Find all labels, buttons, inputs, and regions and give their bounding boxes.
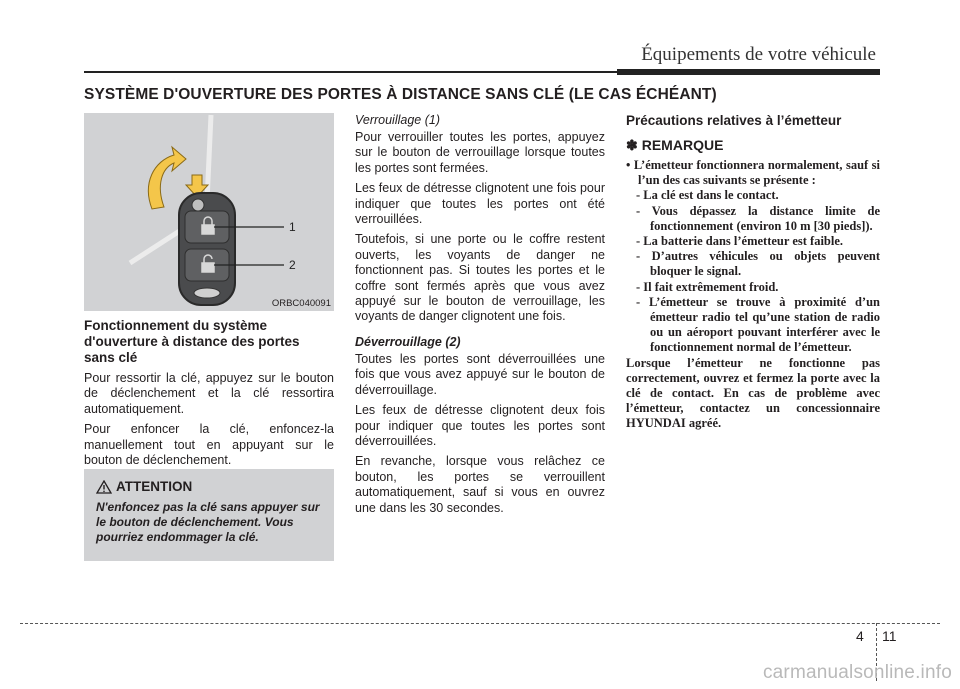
warning-triangle-icon [96, 480, 112, 494]
callout-2: 2 [289, 258, 296, 272]
list-item: - D’autres véhicules ou objets peuvent bloquer le signal. [636, 249, 880, 279]
lock-heading: Verrouillage (1) [355, 113, 440, 127]
column-right [626, 113, 880, 432]
remark-body [626, 158, 880, 432]
callout-1: 1 [289, 220, 296, 234]
remark-bullet-text: L’émetteur fonctionnera normalement, sauf si l’un des cas suivants se présente : [633, 158, 880, 188]
figure-code: ORBC040091 [271, 298, 331, 309]
paragraph: Toutefois, si une porte ou le coffre restent ouverts, les voyants de danger ne fonctionnent pas. Si toutes les portes et le coffre sont fermés après que vous avez appuyé sur le bouton de verrouillage, les voyants de danger clignotent une fois. [355, 232, 605, 324]
bullet-icon: • [626, 158, 631, 172]
key-fob-illustration [84, 113, 334, 311]
remark-title: REMARQUE [641, 137, 724, 153]
operation-heading: Fonctionnement du système d'ouverture à distance des portes sans clé [84, 318, 300, 365]
unlock-heading: Déverrouillage (2) [355, 334, 461, 349]
precautions-heading: Précautions relatives à l’émetteur [626, 113, 842, 128]
paragraph: Pour ressortir la clé, appuyez sur le bouton de déclenchement et la clé ressortira automatiquement. [84, 371, 334, 416]
watermark: carmanualsonline.info [762, 662, 952, 683]
paragraph: Pour enfoncer la clé, enfoncez-la manuellement tout en appuyant sur le bouton de déclenchement. [84, 422, 334, 468]
chapter-title: Équipements de votre véhicule [641, 44, 876, 65]
column-left [84, 318, 334, 473]
header-rule-accent [617, 69, 880, 75]
remark-bullet [626, 158, 880, 188]
list-item: - Vous dépassez la distance limite de fonctionnement (environ 10 m [30 pieds]). [636, 203, 880, 233]
page-number: 11 [882, 628, 897, 644]
rotation-arrow-icon [148, 147, 186, 209]
section-title: SYSTÈME D'OUVERTURE DES PORTES À DISTANCE SANS CLÉ (LE CAS ÉCHÉANT) [84, 86, 717, 103]
paragraph: Les feux de détresse clignotent une fois pour indiquer que toutes les portes ont été verrouillées. [355, 181, 605, 227]
list-item: - L’émetteur se trouve à proximité d’un émetteur radio tel qu’une station de radio ou un aéroport pouvant interférer avec le fonctionnement normal de l’émetteur. [636, 294, 880, 355]
paragraph: Pour verrouiller toutes les portes, appuyez sur le bouton de verrouillage lorsque toutes les portes sont fermées. [355, 130, 605, 175]
list-item: - La clé est dans le contact. [636, 188, 779, 203]
paragraph: En revanche, lorsque vous relâchez ce bouton, les portes se verrouillent automatiquement, sauf si vous en ouvrez une dans les 30 secondes. [355, 454, 605, 515]
attention-box [84, 469, 334, 561]
footer-rule [20, 623, 940, 624]
fob-logo [194, 288, 220, 298]
list-item: - Il fait extrêmement froid. [636, 279, 779, 294]
remark-heading [626, 137, 880, 154]
paragraph: Les feux de détresse clignotent deux fois pour indiquer que toutes les portes sont déverrouillées. [355, 403, 605, 448]
list-item: - La batterie dans l’émetteur est faible. [636, 234, 844, 249]
release-button [192, 199, 204, 211]
remark-star-icon: ✽ [626, 137, 638, 153]
attention-title: ATTENTION [116, 479, 193, 494]
chapter-number: 4 [856, 628, 864, 644]
column-middle [355, 113, 605, 521]
key-fob-figure [84, 113, 334, 311]
paragraph: Toutes les portes sont déverrouillées une fois que vous avez appuyé sur le bouton de déverrouillage. [355, 351, 605, 397]
attention-text: N'enfoncez pas la clé sans appuyer sur le bouton de déclenchement. Vous pourriez endommager la clé. [96, 500, 320, 544]
remark-closing: Lorsque l’émetteur ne fonctionne pas correctement, ouvrez et fermez la porte avec la clé de contact. En cas de problème avec l’émetteur, contactez un concessionnaire HYUNDAI agréé. [626, 355, 880, 431]
